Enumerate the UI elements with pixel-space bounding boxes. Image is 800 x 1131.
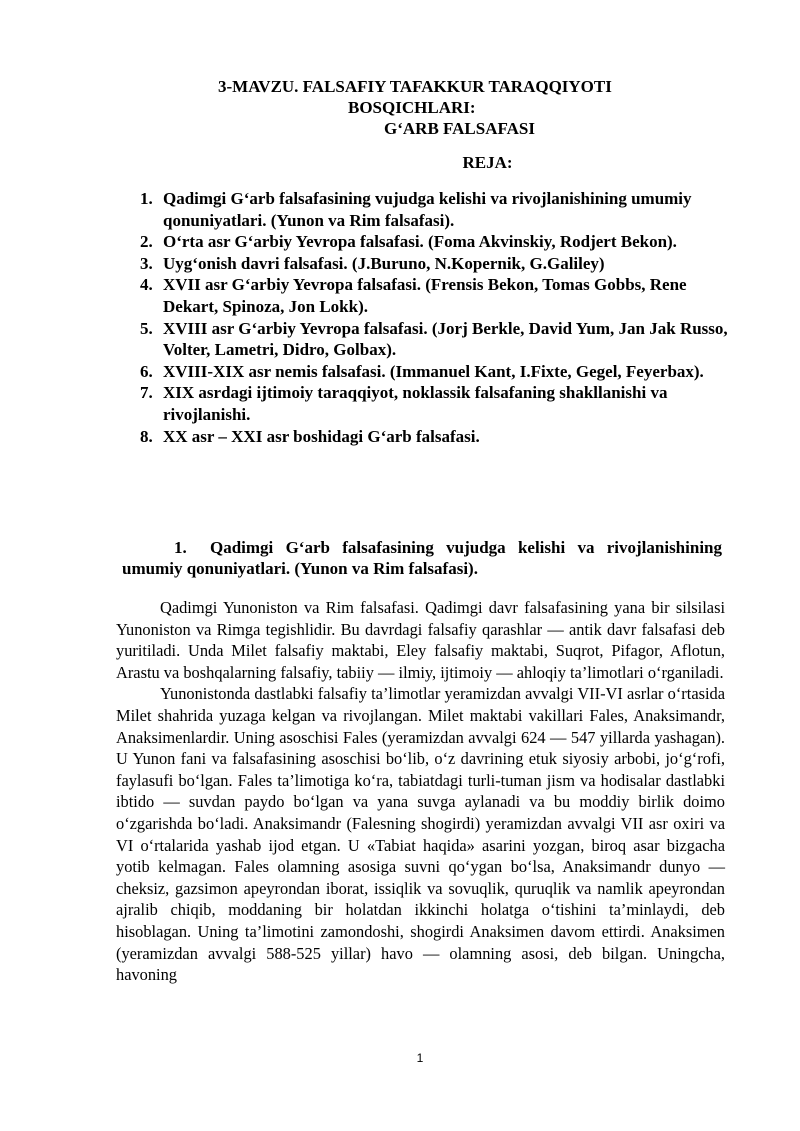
page-number: 1 <box>416 1051 424 1065</box>
plan-item-text: Qadimgi G‘arb falsafasining vujudga kelishi va rivojlanishining umumiy qonuniyatlari. (Yunon va Rim falsafasi). <box>163 189 692 230</box>
plan-item <box>140 318 740 361</box>
plan-item-number: 2. <box>140 232 153 252</box>
section-title-text: Qadimgi G‘arb falsafasining vujudga kelishi va rivojlanishining umumiy qonuniyatlari. (Yunon va Rim falsafasi). <box>122 538 722 578</box>
plan-item-text: O‘rta asr G‘arbiy Yevropa falsafasi. (Foma Akvinskiy, Rodjert Bekon). <box>163 232 677 252</box>
plan-item-text: XIX asrdagi ijtimoiy taraqqiyot, noklassik falsafaning shakllanishi va rivojlanishi. <box>163 383 668 424</box>
section-body <box>116 597 725 986</box>
title-line-3: G‘ARB FALSAFASI <box>384 119 535 138</box>
plan-item-number: 3. <box>140 253 153 273</box>
plan-heading: REJA: <box>462 153 513 172</box>
body-paragraph: Qadimgi Yunoniston va Rim falsafasi. Qadimgi davr falsafasining yana bir silsilasi Yunoniston va Rimga tegishlidir. Bu davrdagi falsafiy qarashlar — antik davr falsafasi deb yuritiladi. Unda Milet falsafiy maktabi, Eley falsafiy maktabi, Suqrot, Pifagor, Aflotun, Arastu va boshqalarning falsafiy, tabiiy — ilmiy, ijtimoiy — ahloqiy ta’limotlari o‘rganiladi. <box>116 598 725 682</box>
plan-item-number: 4. <box>140 275 153 295</box>
plan-item <box>140 253 740 275</box>
plan-item-text: XVIII-XIX asr nemis falsafasi. (Immanuel Kant, I.Fixte, Gegel, Feyerbax). <box>163 361 704 381</box>
section-number: 1. <box>174 538 187 557</box>
plan-item-text: XX asr – XXI asr boshidagi G‘arb falsafasi. <box>163 426 480 446</box>
plan-item-text: XVIII asr G‘arbiy Yevropa falsafasi. (Jorj Berkle, David Yum, Jan Jak Russo, Volter, Lametri, Didro, Golbax). <box>163 318 728 360</box>
page-title <box>100 76 800 139</box>
plan-item-text: Uyg‘onish davri falsafasi. (J.Buruno, N.Kopernik, G.Galiley) <box>163 253 605 273</box>
plan-item <box>140 188 740 231</box>
plan-item <box>140 361 740 383</box>
plan-item <box>140 426 740 448</box>
plan-item-number: 7. <box>140 383 153 403</box>
plan-item-text: XVII asr G‘arbiy Yevropa falsafasi. (Frensis Bekon, Tomas Gobbs, Rene Dekart, Spinoza, Jon Lokk). <box>163 275 687 316</box>
plan-item-number: 1. <box>140 189 153 208</box>
plan-item <box>140 382 740 425</box>
plan-list <box>140 188 740 447</box>
plan-item <box>140 231 740 253</box>
plan-item-number: 8. <box>140 426 153 446</box>
section-heading <box>122 537 722 579</box>
title-line-1: 3-MAVZU. FALSAFIY TAFAKKUR TARAQQIYOTI <box>218 77 612 96</box>
plan-item-number: 6. <box>140 361 153 381</box>
body-paragraph: Yunonistonda dastlabki falsafiy ta’limotlar yeramizdan avvalgi VII-VI asrlar o‘rtasida Milet shahrida yuzaga kelgan va rivojlangan. Milet maktabi vakillari Fales, Anaksimandr, Anaksimenlardir. Uning asoschisi Fales (yeramizdan avvalgi 624 — 547 yillarda yashagan). U Yunon fani va falsafasining asoschisi bo‘lib, o‘z davrining etuk siyosiy arbobi, jo‘g‘rofi, faylasufi bo‘lgan. Fales ta’limotiga ko‘ra, tabiatdagi turli-tuman jism va hodisalar dastlabki ibtido — suvdan paydo bo‘lgan va yana suvga aylanadi va bu moddiy birlik doimo o‘zgarishda bo‘ladi. Anaksimandr (Falesning shogirdi) yeramizdan avvalgi VII asr oxiri va VI o‘rtalarida yashab ijod etgan. U «Tabiat haqida» asarini yozgan, biroq asar bizgacha yotib kelmagan. Fales olamning asosiga suvni qo‘ygan bo‘lsa, Anaksimandr dunyo — cheksiz, gazsimon apeyrondan iborat, issiqlik va sovuqlik, quruqlik va namlik apeyrondan ajralib chiqib, moddaning bir holatdan ikkinchi holatga o‘tishini ta’minlaydi, deb hisoblagan. Uning ta’limotini zamondoshi, shogirdi Anaksimen davom ettirdi. Anaksimen (yeramizdan avvalgi 588-525 yillar) havo — olamning asosi, deb bilgan. Uningcha, havoning <box>116 684 725 985</box>
plan-item-number: 5. <box>140 318 153 338</box>
title-line-2: BOSQICHLARI: <box>348 98 476 117</box>
plan-item <box>140 274 740 317</box>
